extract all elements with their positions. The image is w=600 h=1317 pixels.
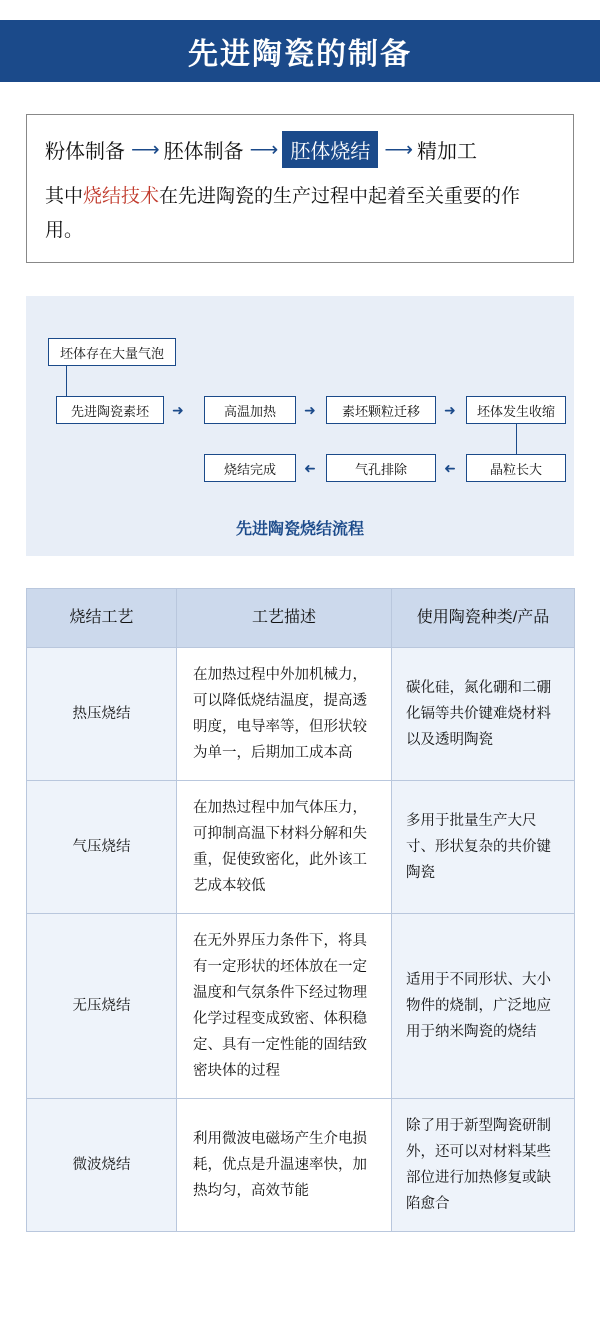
arrow-right-icon: ➜	[304, 402, 316, 418]
row-usage: 多用于批量生产大尺寸、形状复杂的共价键陶瓷	[392, 781, 575, 914]
flow-step-2: 胚体制备	[163, 141, 244, 163]
flow-step-1: 粉体制备	[45, 141, 125, 163]
arrow-right-icon: ➜	[444, 402, 456, 418]
arrow-left-icon: ➜	[444, 460, 456, 476]
header-banner-inner	[65, 17, 535, 85]
process-node-4: 坯体发生收缩	[466, 396, 566, 424]
process-node-5: 晶粒长大	[466, 454, 566, 482]
row-description: 在加热过程中外加机械力，可以降低烧结温度，提高透明度，电导率等，但形状较为单一，后期加工成本高	[177, 648, 392, 781]
flow-step-4: 精加工	[417, 141, 478, 163]
process-node-1: 先进陶瓷素坯	[56, 396, 164, 424]
intro-box	[26, 114, 574, 263]
sintering-methods-table	[26, 588, 575, 1232]
row-usage: 适用于不同形状、大小物件的烧制，广泛地应用于纳米陶瓷的烧结	[392, 914, 575, 1099]
arrow-right-icon: ⟶	[384, 139, 412, 161]
process-caption: 先进陶瓷烧结流程	[235, 521, 364, 538]
header-banner	[0, 20, 600, 82]
row-name: 微波烧结	[27, 1099, 177, 1232]
process-node-7: 烧结完成	[204, 454, 296, 482]
intro-text-after: 在先进陶瓷的生产过程中起着至关重要的作用。	[45, 186, 521, 241]
intro-paragraph	[45, 180, 555, 248]
arrow-left-icon: ➜	[304, 460, 316, 476]
table-header-description: 工艺描述	[177, 589, 392, 648]
process-note: 坯体存在大量气泡	[48, 338, 176, 366]
sintering-process-diagram	[26, 296, 574, 556]
process-node-6: 气孔排除	[326, 454, 436, 482]
table-header-row	[27, 589, 575, 648]
table-row	[27, 781, 575, 914]
intro-text-before: 其中	[45, 186, 84, 207]
table-header-process: 烧结工艺	[27, 589, 177, 648]
page-title: 先进陶瓷的制备	[188, 38, 412, 71]
arrow-right-icon: ⟶	[131, 139, 158, 161]
row-description: 在加热过程中加气体压力，可抑制高温下材料分解和失重，促使致密化，此外该工艺成本较低	[177, 781, 392, 914]
row-name: 热压烧结	[27, 648, 177, 781]
process-node-3: 素坯颗粒迁移	[326, 396, 436, 424]
row-description: 利用微波电磁场产生介电损耗，优点是升温速率快，加热均匀，高效节能	[177, 1099, 392, 1232]
flow-step-3-highlight: 胚体烧结	[282, 131, 378, 168]
row-description: 在无外界压力条件下，将具有一定形状的坯体放在一定温度和气氛条件下经过物理化学过程变成致密、体积稳定、具有一定性能的固结致密块体的过程	[177, 914, 392, 1099]
connector-wrap-vertical	[516, 424, 517, 454]
arrow-right-icon: ➜	[172, 402, 184, 418]
row-usage: 除了用于新型陶瓷研制外，还可以对材料某些部位进行加热修复或缺陷愈合	[392, 1099, 575, 1232]
table-row	[27, 648, 575, 781]
preparation-flow	[45, 131, 555, 168]
row-usage: 碳化硅，氮化硼和二硼化镉等共价键难烧材料以及透明陶瓷	[392, 648, 575, 781]
arrow-right-icon: ⟶	[249, 139, 277, 161]
table-row	[27, 1099, 575, 1232]
row-name: 气压烧结	[27, 781, 177, 914]
row-name: 无压烧结	[27, 914, 177, 1099]
intro-text-highlight: 烧结技术	[83, 186, 160, 207]
table-row	[27, 914, 575, 1099]
connector-note-vertical	[66, 366, 67, 396]
process-node-2: 高温加热	[204, 396, 296, 424]
table-header-usage: 使用陶瓷种类/产品	[392, 589, 575, 648]
